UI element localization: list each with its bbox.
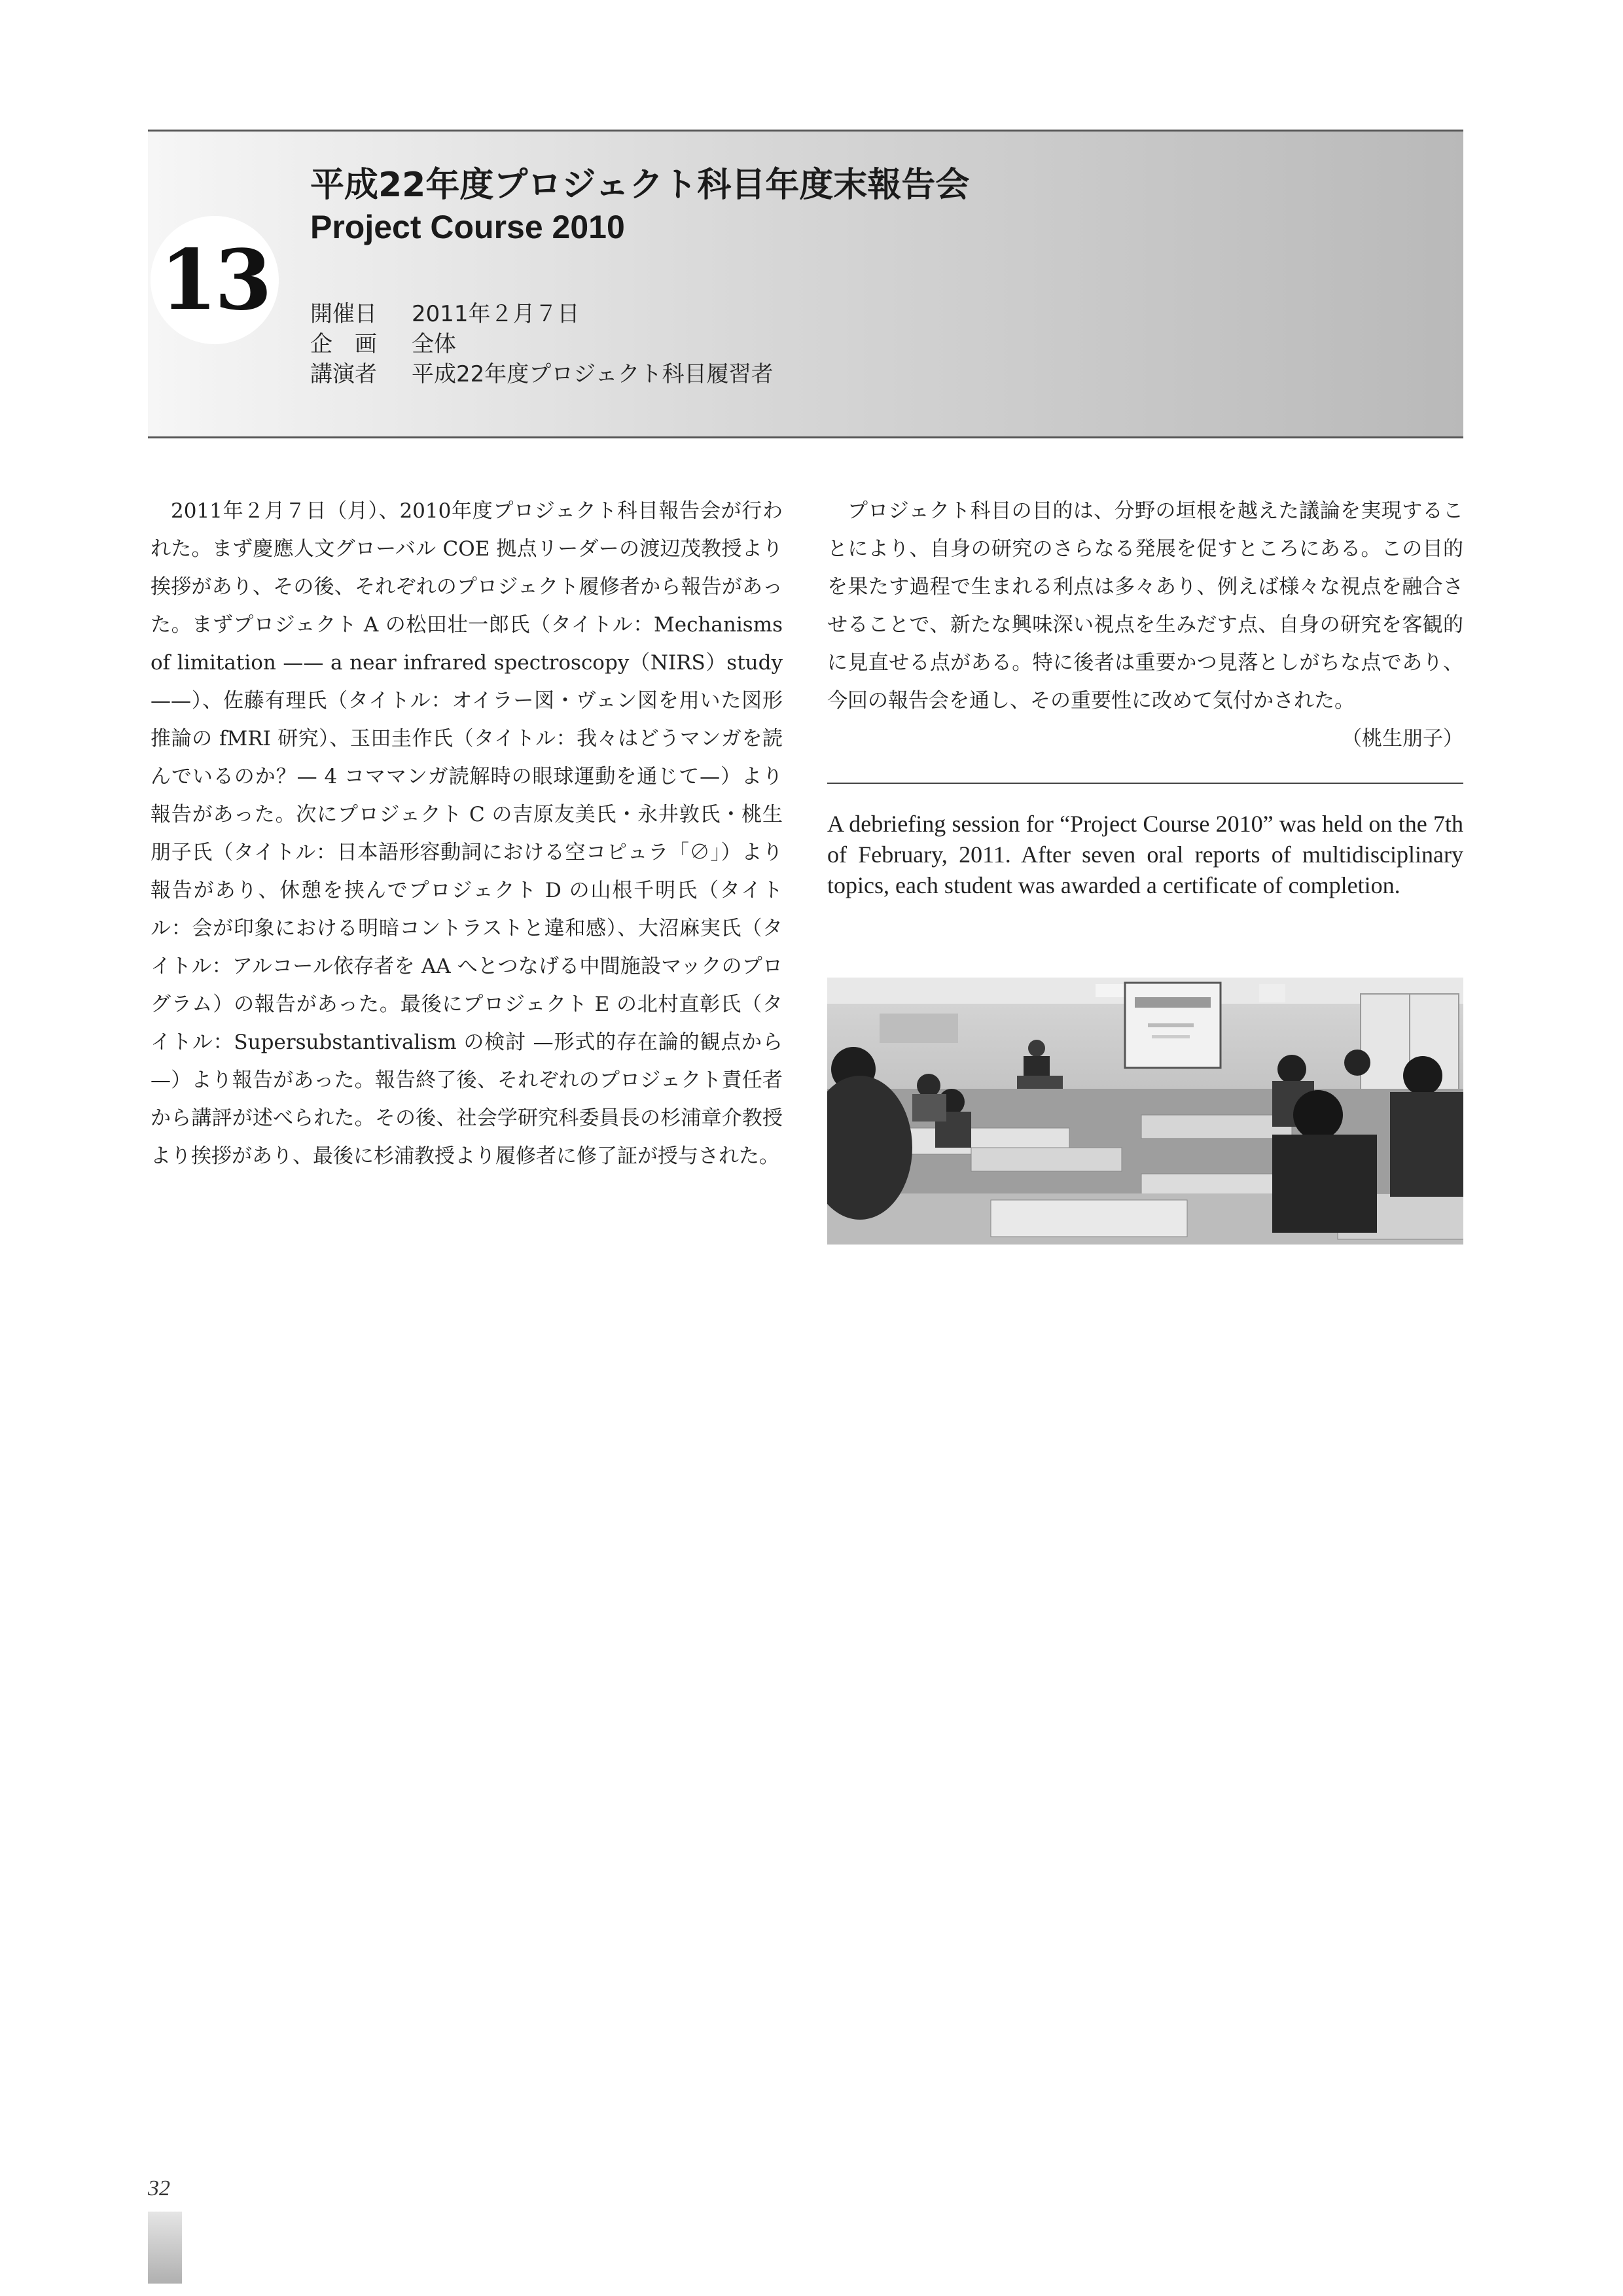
reflection-paragraph: プロジェクト科目の目的は、分野の垣根を越えた議論を実現することにより、自身の研究のさらなる発展を促すところにある。この目的を果たす過程で生まれる利点は多々あり、例えば様々な視点を融合させることで、新たな興味深い視点を生みだす点、自身の研究を客観的に見直せる点がある。特に後者は重要かつ見落としがちな点であり、今回の報告会を通し、その重要性に改めて気付かされた。 bbox=[827, 499, 1463, 713]
section-number-badge: 13 bbox=[151, 216, 279, 344]
meta-speaker-value: 平成22年度プロジェクト科目履習者 bbox=[412, 361, 774, 387]
meta-planning-value: 全体 bbox=[412, 331, 456, 357]
title-english: Project Course 2010 bbox=[310, 209, 625, 245]
left-column bbox=[151, 492, 783, 1175]
english-summary: A debriefing session for “Project Course 2010” was held on the 7th of February, 2011. After seven oral reports of multidisciplinary topics, each student was awarded a certificate of completion. bbox=[827, 811, 1463, 898]
meta-date-label: 開催日 bbox=[310, 301, 377, 327]
meta-date-value: 2011年２月７日 bbox=[412, 301, 580, 327]
event-photo-illustration bbox=[827, 978, 1463, 1245]
meta-date-row bbox=[310, 296, 580, 328]
meta-planning-row bbox=[310, 326, 456, 358]
meta-planning-label: 企 画 bbox=[310, 331, 377, 357]
report-paragraph: 2011年２月７日（月）、2010年度プロジェクト科目報告会が行われた。まず慶應人文グローバル COE 拠点リーダーの渡辺茂教授より挨拶があり、その後、それぞれのプロジェクト履修者から報告があった。まずプロジェクト A の松田壮一郎氏（タイトル：Mechanisms of limitation —— a near infrared spectroscopy（NIRS）study ——）、佐藤有理氏（タイトル：オイラー図・ヴェン図を用いた図形推論の fMRI 研究）、玉田圭作氏（タイトル：我々はどうマンガを読んでいるのか？— 4 コママンガ読解時の眼球運動を通じて—）より報告があった。次にプロジェクト C の吉原友美氏・永井敦氏・桃生朋子氏（タイトル：日本語形容動詞における空コピュラ「∅」）より報告があり、休憩を挟んでプロジェクト D の山根千明氏（タイトル：会が印象における明暗コントラストと違和感）、大沼麻実氏（タイトル：アルコール依存者を AA へとつなげる中間施設マックのプログラム）の報告があった。最後にプロジェクト E の北村直彰氏（タイトル：Supersubstantivalism の検討 —形式的存在論的観点から—）より報告があった。報告終了後、それぞれのプロジェクト責任者から講評が述べられた。その後、社会学研究科委員長の杉浦章介教授より挨拶があり、最後に杉浦教授より履修者に修了証が授与された。 bbox=[151, 499, 783, 1168]
page-edge-tab bbox=[148, 2212, 182, 2284]
right-column bbox=[827, 492, 1463, 758]
meta-speaker-label: 講演者 bbox=[310, 361, 377, 387]
author-signature: （桃生朋子） bbox=[1342, 727, 1463, 751]
section-divider bbox=[827, 783, 1463, 784]
event-photo bbox=[827, 978, 1463, 1245]
page-number: 32 bbox=[148, 2176, 170, 2200]
meta-speaker-row bbox=[310, 356, 774, 388]
title-japanese: 平成22年度プロジェクト科目年度末報告会 bbox=[310, 166, 970, 205]
